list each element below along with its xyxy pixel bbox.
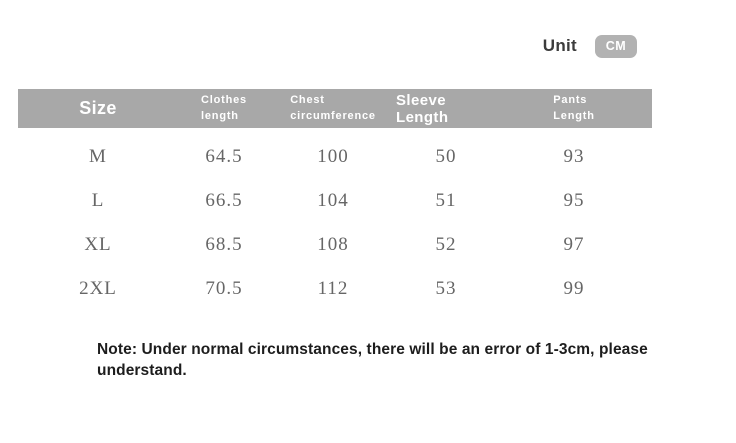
pants-length-cell: 99	[563, 278, 585, 299]
table-header-row	[18, 89, 652, 128]
size-cell: M	[89, 146, 107, 167]
unit-label: Unit	[542, 36, 577, 55]
size-cell: XL	[84, 234, 112, 255]
chest-circumference-cell: 104	[317, 190, 349, 211]
clothes-length-cell: 66.5	[205, 190, 243, 211]
table-row	[18, 135, 652, 179]
clothes-length-cell: 68.5	[205, 234, 243, 255]
note-line-2: understand.	[97, 362, 187, 379]
pants-length-cell: 93	[563, 146, 585, 167]
sleeve-length-cell: 52	[435, 234, 457, 255]
tolerance-note	[97, 339, 648, 381]
size-cell: L	[91, 190, 105, 211]
column-header-sleeve-length: Sleeve Length	[396, 91, 449, 126]
clothes-length-cell: 64.5	[205, 146, 243, 167]
table-row	[18, 223, 652, 267]
column-header-chest-circumference: Chest circumference	[290, 93, 376, 122]
column-header-size: Size	[79, 98, 117, 118]
sleeve-length-cell: 51	[435, 190, 457, 211]
size-cell: 2XL	[79, 278, 117, 299]
size-table	[18, 89, 652, 311]
column-header-pants-length: Pants Length	[553, 93, 595, 122]
table-row	[18, 267, 652, 311]
table-row	[18, 179, 652, 223]
pants-length-cell: 97	[563, 234, 585, 255]
table-body	[18, 135, 652, 311]
sleeve-length-cell: 53	[435, 278, 457, 299]
pants-length-cell: 95	[563, 190, 585, 211]
sleeve-length-cell: 50	[435, 146, 457, 167]
unit-cm-button[interactable]: CM	[595, 35, 637, 58]
clothes-length-cell: 70.5	[205, 278, 243, 299]
chest-circumference-cell: 108	[317, 234, 349, 255]
unit-bar	[543, 32, 637, 60]
note-line-1: Note: Under normal circumstances, there will be an error of 1-3cm, please	[97, 341, 648, 358]
chest-circumference-cell: 100	[317, 146, 349, 167]
chest-circumference-cell: 112	[317, 278, 349, 299]
column-header-clothes-length: Clothes length	[201, 93, 247, 122]
